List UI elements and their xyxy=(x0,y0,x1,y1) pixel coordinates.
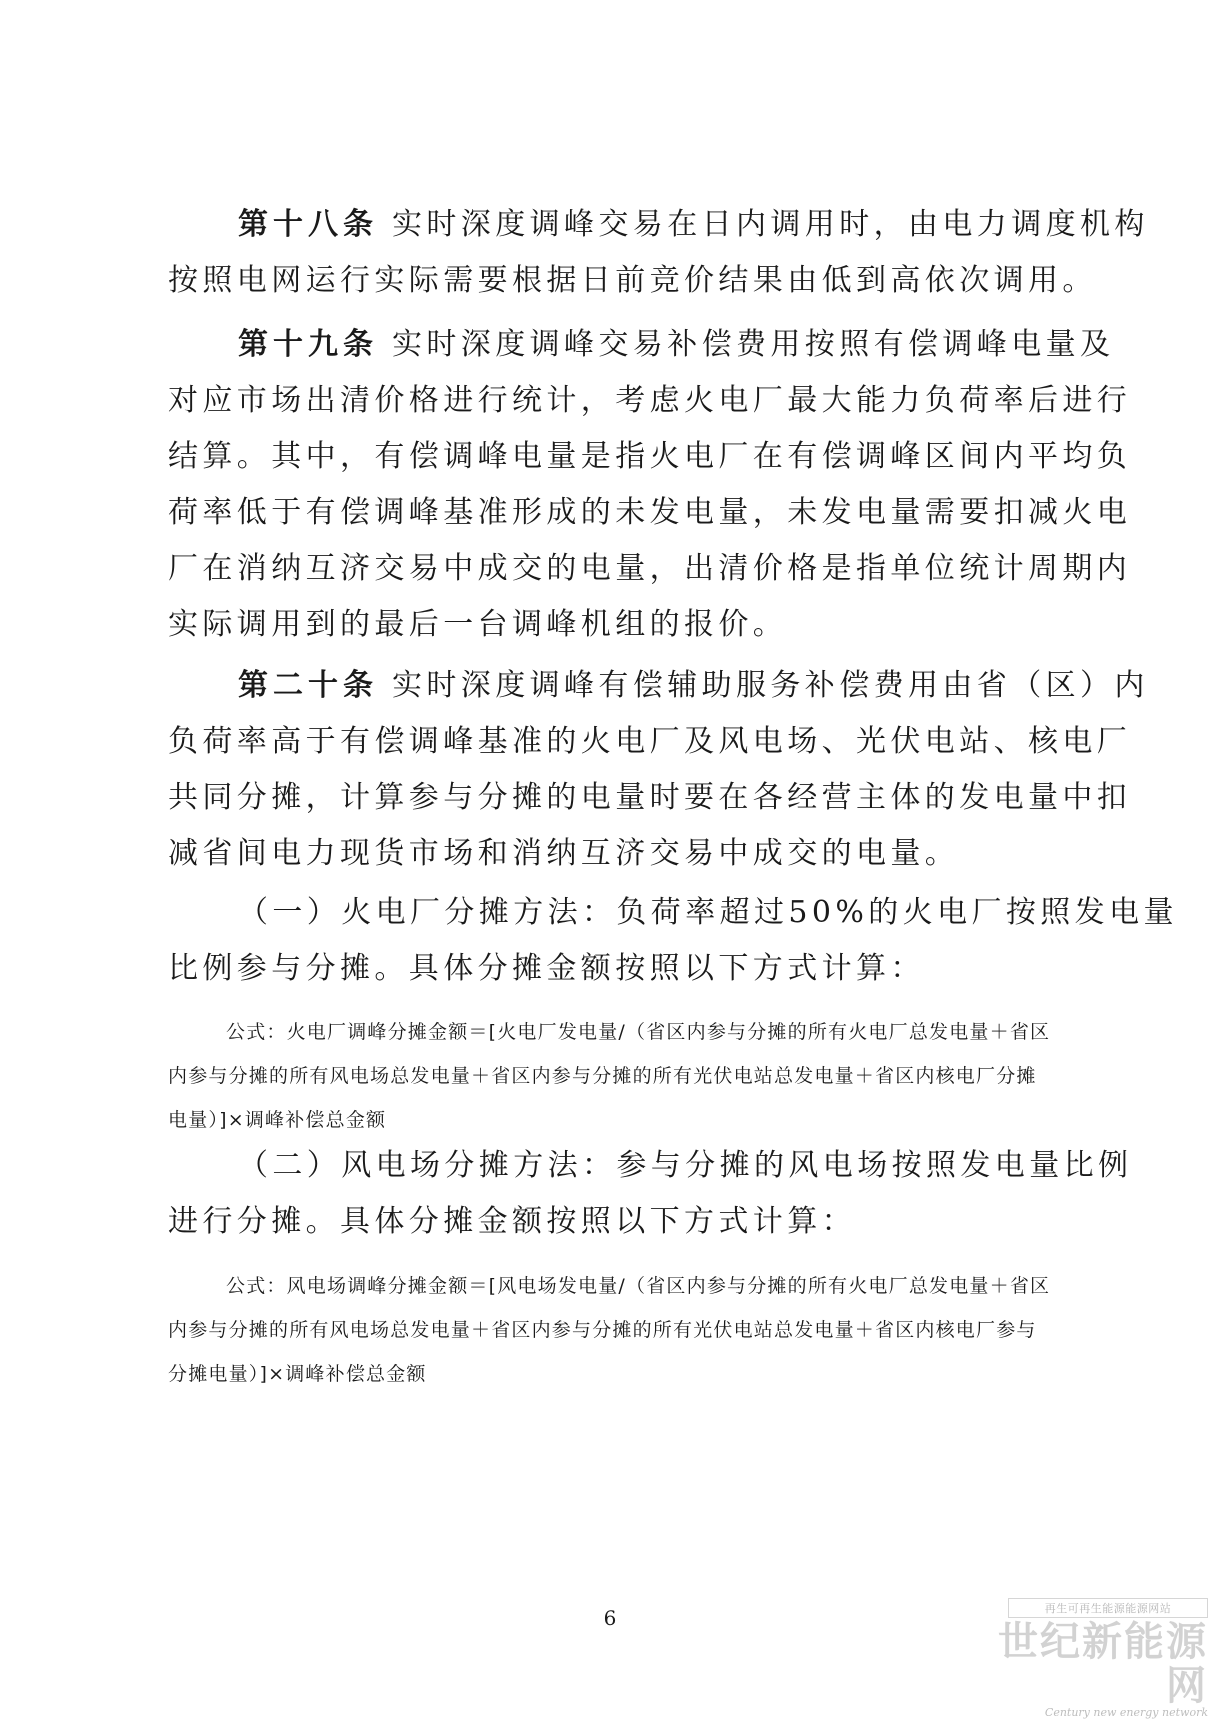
clause-2-formula-line-1: 公式：风电场调峰分摊金额＝[风电场发电量/（省区内参与分摊的所有火电厂总发电量＋省区 xyxy=(226,1275,1051,1297)
page-number: 6 xyxy=(603,1606,617,1630)
clause-2-formula xyxy=(168,1264,1073,1396)
article-19-line-3: 结算。其中，有偿调峰电量是指火电厂在有偿调峰区间内平均负 xyxy=(168,439,1132,474)
clause-2-formula-line-3: 分摊电量）]×调峰补偿总金额 xyxy=(168,1363,427,1385)
article-19-line-5: 厂在消纳互济交易中成交的电量，出清价格是指单位统计周期内 xyxy=(168,551,1132,586)
article-20-line-1: 实时深度调峰有偿辅助服务补偿费用由省（区）内 xyxy=(392,668,1149,703)
clause-1 xyxy=(168,885,1178,997)
clause-1-formula-line-1: 公式：火电厂调峰分摊金额＝[火电厂发电量/（省区内参与分摊的所有火电厂总发电量＋省区 xyxy=(226,1021,1051,1043)
article-20-line-3: 共同分摊，计算参与分摊的电量时要在各经营主体的发电量中扣 xyxy=(168,780,1132,815)
clause-2 xyxy=(168,1138,1133,1250)
clause-1-formula-line-3: 电量）]×调峰补偿总金额 xyxy=(168,1109,387,1131)
clause-1-formula-line-2: 内参与分摊的所有风电场总发电量＋省区内参与分摊的所有光伏电站总发电量＋省区内核电厂分摊 xyxy=(168,1065,1037,1087)
article-18-line-1: 实时深度调峰交易在日内调用时，由电力调度机构 xyxy=(392,207,1149,242)
article-19-line-2: 对应市场出清价格进行统计，考虑火电厂最大能力负荷率后进行 xyxy=(168,383,1132,418)
clause-1-line-2: 比例参与分摊。具体分摊金额按照以下方式计算： xyxy=(168,951,925,986)
article-20-label: 第二十条 xyxy=(238,668,378,703)
article-18 xyxy=(168,197,1149,309)
clause-2-formula-line-2: 内参与分摊的所有风电场总发电量＋省区内参与分摊的所有光伏电站总发电量＋省区内核电厂参与 xyxy=(168,1319,1037,1341)
clause-1-line-1: （一）火电厂分摊方法：负荷率超过50%的火电厂按照发电量 xyxy=(238,895,1178,930)
clause-1-formula xyxy=(168,1010,1073,1142)
article-20 xyxy=(168,658,1149,882)
watermark-main-text: 世纪新能源网 xyxy=(998,1618,1208,1709)
article-19-label: 第十九条 xyxy=(238,327,378,362)
watermark-english-text: Century new energy network xyxy=(1044,1706,1208,1719)
article-19-line-1: 实时深度调峰交易补偿费用按照有偿调峰电量及 xyxy=(392,327,1115,362)
clause-2-line-2: 进行分摊。具体分摊金额按照以下方式计算： xyxy=(168,1204,856,1239)
clause-2-line-1: （二）风电场分摊方法：参与分摊的风电场按照发电量比例 xyxy=(238,1148,1133,1183)
article-19-line-6: 实际调用到的最后一台调峰机组的报价。 xyxy=(168,607,788,642)
watermark-small-text: 再生可再生能源能源网站 xyxy=(1008,1598,1208,1618)
article-20-line-4: 减省间电力现货市场和消纳互济交易中成交的电量。 xyxy=(168,836,960,871)
article-19 xyxy=(168,317,1132,653)
article-20-line-2: 负荷率高于有偿调峰基准的火电厂及风电场、光伏电站、核电厂 xyxy=(168,724,1132,759)
site-watermark xyxy=(978,1598,1208,1719)
article-18-label: 第十八条 xyxy=(238,207,378,242)
article-18-line-2: 按照电网运行实际需要根据日前竞价结果由低到高依次调用。 xyxy=(168,263,1097,298)
article-19-line-4: 荷率低于有偿调峰基准形成的未发电量，未发电量需要扣减火电 xyxy=(168,495,1132,530)
